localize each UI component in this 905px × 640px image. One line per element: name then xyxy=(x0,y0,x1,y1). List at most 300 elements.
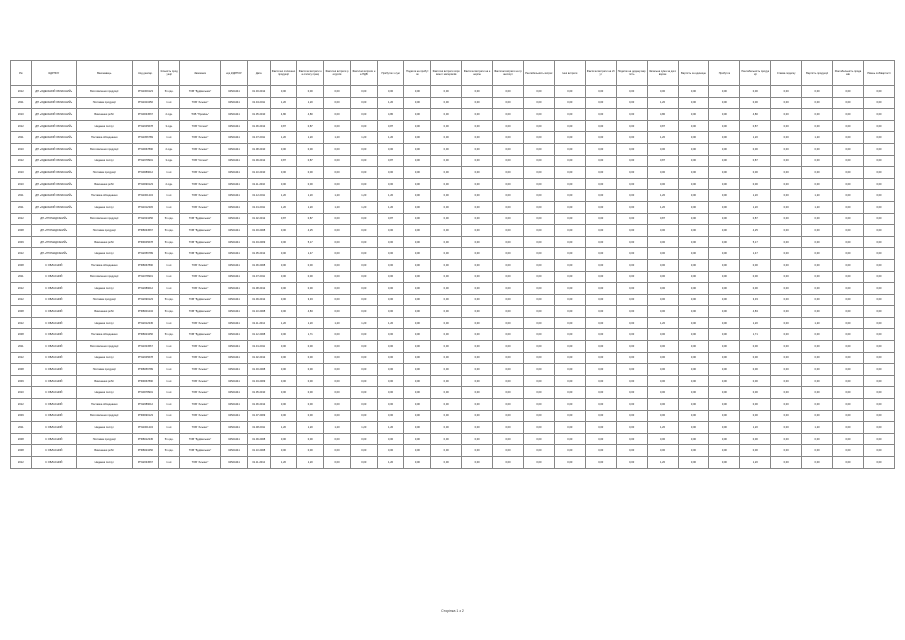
table-cell: РП10090123 xyxy=(132,178,159,190)
table-cell: ТОВ "Альянс" xyxy=(179,399,220,411)
table-cell: 0,00 xyxy=(297,352,324,364)
table-cell: ДП «ОДЕСЬКИЙ ОБЛАСНИЙ» xyxy=(31,143,76,155)
table-cell: 0,00 xyxy=(833,375,864,387)
table-row xyxy=(11,97,895,109)
table-cell: 0,00 xyxy=(377,248,404,260)
table-cell: 0,00 xyxy=(431,143,462,155)
table-cell: 0,00 xyxy=(740,283,771,295)
table-cell: 0,00 xyxy=(771,375,802,387)
table-cell: ТОВ "Альянс" xyxy=(179,97,220,109)
table-cell: 01.07.2009 xyxy=(247,410,270,422)
table-cell: 0,00 xyxy=(709,410,740,422)
table-cell: 0,00 xyxy=(554,422,585,434)
table-cell: 0,00 xyxy=(462,259,493,271)
table-cell: 0,00 xyxy=(616,167,647,179)
table-cell: 0,00 xyxy=(863,132,894,144)
table-cell: 0,00 xyxy=(616,213,647,225)
table-cell: 0,00 xyxy=(404,410,431,422)
table-cell: 0,00 xyxy=(863,225,894,237)
column-header: Рентабельність продажів xyxy=(833,61,864,86)
table-cell: 51 одн. xyxy=(159,213,180,225)
table-cell: 0,00 xyxy=(554,364,585,376)
table-cell: 0,00 xyxy=(740,178,771,190)
table-cell: 0,00 xyxy=(324,97,351,109)
table-cell: РП11009123 xyxy=(132,86,159,98)
table-cell: 04524441 xyxy=(221,399,248,411)
table-cell: 0,00 xyxy=(554,155,585,167)
table-cell: 0,00 xyxy=(431,155,462,167)
table-cell: 0,00 xyxy=(523,97,554,109)
column-header: Податок на додану вартість xyxy=(616,61,647,86)
table-cell: 0,00 xyxy=(678,248,709,260)
table-cell: Виконання робіт xyxy=(76,306,132,318)
table-cell: 0,00 xyxy=(585,341,616,353)
table-cell: 0,00 xyxy=(431,86,462,98)
table-cell: 2009 xyxy=(11,375,32,387)
table-cell: 0,00 xyxy=(493,375,524,387)
table-cell: 0,00 xyxy=(523,341,554,353)
table-cell: 0,00 xyxy=(833,433,864,445)
table-cell: 51 одн. xyxy=(159,225,180,237)
table-cell: 5,17 xyxy=(740,236,771,248)
table-cell: 0,00 xyxy=(493,352,524,364)
table-cell: 0,00 xyxy=(270,364,297,376)
table-cell: 0,00 xyxy=(404,364,431,376)
table-cell: ТОВ "Будівельник" xyxy=(179,236,220,248)
table-cell: 0,00 xyxy=(771,86,802,98)
table-cell: 1,20 xyxy=(647,97,678,109)
table-cell: 1,20 xyxy=(270,201,297,213)
table-cell: 2011 xyxy=(11,422,32,434)
table-cell: 0,00 xyxy=(678,387,709,399)
table-cell: 1,20 xyxy=(350,317,377,329)
table-cell: 0,00 xyxy=(462,213,493,225)
table-cell: 0,00 xyxy=(709,306,740,318)
table-cell: 0,00 xyxy=(462,445,493,457)
table-cell: 0,00 xyxy=(709,178,740,190)
table-cell: Виконання робіт xyxy=(76,445,132,457)
table-cell: 01.10.2008 xyxy=(247,445,270,457)
table-cell: 1,20 xyxy=(270,317,297,329)
table-cell: 0,00 xyxy=(493,97,524,109)
table-cell: 0,00 xyxy=(270,167,297,179)
table-cell: 0,00 xyxy=(523,213,554,225)
table-cell: 0,00 xyxy=(324,178,351,190)
table-cell: 0,00 xyxy=(833,155,864,167)
table-cell: ДП «ОДЕСЬКИЙ ОБЛАСНИЙ» xyxy=(31,97,76,109)
header-row xyxy=(11,61,895,86)
column-header: Прибуток з сум xyxy=(377,61,404,86)
table-cell: 0,00 xyxy=(585,433,616,445)
table-cell: 0,00 xyxy=(709,201,740,213)
table-cell: 0,00 xyxy=(771,236,802,248)
table-cell: 0,00 xyxy=(523,329,554,341)
table-cell: 0,00 xyxy=(554,306,585,318)
table-cell: ДП «ГРОМАДСЬКИЙ» xyxy=(31,236,76,248)
table-cell: 0,00 xyxy=(709,387,740,399)
table-cell: 0,00 xyxy=(740,167,771,179)
table-cell: 0,00 xyxy=(324,155,351,167)
table-cell: 0,00 xyxy=(350,109,377,121)
table-cell: 0,00 xyxy=(404,433,431,445)
table-cell: 0,00 xyxy=(585,97,616,109)
table-cell: 0,00 xyxy=(350,341,377,353)
table-cell: 0,00 xyxy=(771,422,802,434)
table-cell: 04524441 xyxy=(221,132,248,144)
table-cell: 0,00 xyxy=(554,236,585,248)
table-cell: 0,00 xyxy=(616,457,647,469)
table-cell: 1,47 xyxy=(740,248,771,260)
page-footer: Сторінка 1 з 2 xyxy=(441,609,464,613)
table-cell: РП10078901 xyxy=(132,387,159,399)
table-cell: 0,00 xyxy=(616,201,647,213)
table-cell: 1,20 xyxy=(647,457,678,469)
table-cell: 0,00 xyxy=(585,387,616,399)
table-cell: 2012 xyxy=(11,155,32,167)
column-header: Рівень собівартості xyxy=(863,61,894,86)
table-cell: РП12045678 xyxy=(132,352,159,364)
table-cell: Поставка обладнання xyxy=(76,190,132,202)
table-cell: 0,00 xyxy=(616,317,647,329)
table-cell: 0,00 xyxy=(771,225,802,237)
table-cell: 0,00 xyxy=(404,225,431,237)
table-cell: 04524441 xyxy=(221,201,248,213)
table-cell: 0,00 xyxy=(647,167,678,179)
table-cell: 0,00 xyxy=(802,329,833,341)
table-cell: 01.06.2012 xyxy=(247,399,270,411)
table-cell: 1,20 xyxy=(802,422,833,434)
table-cell: 2012 xyxy=(11,399,32,411)
table-cell: РП09045678 xyxy=(132,236,159,248)
table-cell: 0,00 xyxy=(863,375,894,387)
table-cell: 0,00 xyxy=(493,387,524,399)
table-cell: 0,00 xyxy=(350,399,377,411)
table-cell: 2012 xyxy=(11,317,32,329)
table-cell: Поставка продукції xyxy=(76,97,132,109)
table-cell: 0,00 xyxy=(377,167,404,179)
table-cell: 1,20 xyxy=(350,201,377,213)
table-cell: 0,00 xyxy=(771,271,802,283)
table-cell: 0,00 xyxy=(863,445,894,457)
table-cell: 0,00 xyxy=(771,306,802,318)
table-cell: 0,00 xyxy=(431,225,462,237)
table-cell: 0,00 xyxy=(462,120,493,132)
table-cell: 01.08.2010 xyxy=(247,143,270,155)
table-cell: 1,20 xyxy=(740,422,771,434)
table-cell: Поставка продукції xyxy=(76,294,132,306)
table-cell: ТОВ "Альянс" xyxy=(179,317,220,329)
table-cell: 0,00 xyxy=(270,283,297,295)
table-row xyxy=(11,225,895,237)
table-cell: 51 одн. xyxy=(159,445,180,457)
table-row xyxy=(11,457,895,469)
table-cell: 0,00 xyxy=(709,294,740,306)
table-cell: 0,00 xyxy=(616,445,647,457)
table-cell: 0,00 xyxy=(431,167,462,179)
table-cell: 01.08.2011 xyxy=(247,422,270,434)
table-cell: 1 шт. xyxy=(159,364,180,376)
table-cell: 0,00 xyxy=(377,410,404,422)
table-cell: 0,00 xyxy=(833,97,864,109)
table-cell: 4,80 xyxy=(297,109,324,121)
table-cell: 04524441 xyxy=(221,283,248,295)
table-cell: 0,00 xyxy=(616,364,647,376)
table-cell: 0,00 xyxy=(709,97,740,109)
table-cell: 0,00 xyxy=(350,225,377,237)
table-cell: 3,33 xyxy=(740,294,771,306)
table-cell: 04524441 xyxy=(221,236,248,248)
table-cell: 0,00 xyxy=(462,225,493,237)
table-row xyxy=(11,364,895,376)
table-cell: 0,00 xyxy=(324,213,351,225)
table-cell: 0,00 xyxy=(493,86,524,98)
table-cell: Надання послуг xyxy=(76,201,132,213)
table-cell: 1 шт. xyxy=(159,167,180,179)
table-cell: 04524441 xyxy=(221,410,248,422)
table-cell: 04524441 xyxy=(221,387,248,399)
table-cell: 0,00 xyxy=(431,329,462,341)
table-cell: 0,00 xyxy=(833,143,864,155)
table-cell: 0,00 xyxy=(377,225,404,237)
table-cell: 0,00 xyxy=(863,283,894,295)
table-cell: 2011 xyxy=(11,201,32,213)
table-cell: 0,00 xyxy=(350,352,377,364)
table-cell: 0,00 xyxy=(493,248,524,260)
table-cell: 2009 xyxy=(11,236,32,248)
table-cell: 0,00 xyxy=(493,329,524,341)
table-cell: 0,00 xyxy=(709,213,740,225)
table-cell: 0,00 xyxy=(493,271,524,283)
table-cell: 0,00 xyxy=(833,445,864,457)
table-cell: 04524441 xyxy=(221,109,248,121)
table-cell: 0,00 xyxy=(678,143,709,155)
table-cell: 1,20 xyxy=(324,190,351,202)
table-cell: 0,00 xyxy=(297,259,324,271)
table-cell: 0,00 xyxy=(678,97,709,109)
table-cell: 0,00 xyxy=(833,364,864,376)
table-cell: 3 одн. xyxy=(159,155,180,167)
table-cell: 0,00 xyxy=(585,364,616,376)
table-cell: 0,00 xyxy=(709,445,740,457)
table-cell: 0,00 xyxy=(404,190,431,202)
table-cell: 0,00 xyxy=(554,387,585,399)
table-cell: 04524441 xyxy=(221,306,248,318)
table-cell: 0,00 xyxy=(493,457,524,469)
table-cell: 0,00 xyxy=(833,317,864,329)
table-cell: 0,00 xyxy=(431,236,462,248)
table-cell: 0,00 xyxy=(554,341,585,353)
table-cell: 0,00 xyxy=(802,445,833,457)
table-cell: 0,00 xyxy=(709,433,740,445)
table-cell: 0,00 xyxy=(350,375,377,387)
table-cell: 0,00 xyxy=(863,364,894,376)
table-cell: 0,00 xyxy=(709,190,740,202)
table-cell: 1,20 xyxy=(377,97,404,109)
table-row xyxy=(11,213,895,225)
table-cell: 0,00 xyxy=(585,178,616,190)
table-cell: 0,00 xyxy=(678,422,709,434)
table-cell: 0,00 xyxy=(324,375,351,387)
table-cell: 01.10.2010 xyxy=(247,167,270,179)
table-cell: 0,00 xyxy=(863,109,894,121)
table-cell: 1,20 xyxy=(270,97,297,109)
table-cell: 0,00 xyxy=(771,132,802,144)
table-cell: ТОВ "Будівельник" xyxy=(179,433,220,445)
table-cell: 0,00 xyxy=(863,433,894,445)
table-cell: 0,00 xyxy=(324,167,351,179)
table-cell: РП12056789 xyxy=(132,248,159,260)
table-row xyxy=(11,387,895,399)
table-row xyxy=(11,271,895,283)
table-cell: 0,00 xyxy=(678,283,709,295)
table-cell: 0,00 xyxy=(585,259,616,271)
table-cell: 1,20 xyxy=(324,317,351,329)
table-cell: 0,00 xyxy=(678,399,709,411)
table-cell: 0,00 xyxy=(709,341,740,353)
table-cell: 0,00 xyxy=(740,352,771,364)
table-cell: 0,00 xyxy=(802,213,833,225)
table-cell: 0,00 xyxy=(523,143,554,155)
table-cell: 1,20 xyxy=(297,201,324,213)
table-cell: 0,00 xyxy=(270,225,297,237)
table-cell: 2 одн. xyxy=(159,178,180,190)
table-cell: 0,00 xyxy=(431,201,462,213)
table-cell: 0,00 xyxy=(462,410,493,422)
column-header: Кількість продукції xyxy=(159,61,180,86)
table-cell: 1,20 xyxy=(802,190,833,202)
table-row xyxy=(11,236,895,248)
table-cell: 1 шт. xyxy=(159,457,180,469)
table-cell: 0,00 xyxy=(493,445,524,457)
table-cell: 0,00 xyxy=(324,283,351,295)
table-cell: 2012 xyxy=(11,283,32,295)
table-row xyxy=(11,120,895,132)
table-cell: 0,00 xyxy=(554,410,585,422)
table-cell: 4,80 xyxy=(647,109,678,121)
table-cell: 0,00 xyxy=(324,306,351,318)
table-cell: 0,00 xyxy=(377,178,404,190)
table-cell: 0,00 xyxy=(833,225,864,237)
table-cell: 2008 xyxy=(11,306,32,318)
table-cell: 0,00 xyxy=(833,399,864,411)
table-cell: Надання послуг xyxy=(76,248,132,260)
table-cell: 04524441 xyxy=(221,364,248,376)
table-cell: 0,00 xyxy=(863,143,894,155)
table-cell: С ОБЛАСНИЙ xyxy=(31,271,76,283)
table-cell: 2008 xyxy=(11,329,32,341)
column-header: Фактичні витрати на збут xyxy=(585,61,616,86)
table-cell: 0,00 xyxy=(833,352,864,364)
table-cell: 0,00 xyxy=(585,422,616,434)
table-cell: Надання послуг xyxy=(76,457,132,469)
table-cell: 01.02.2012 xyxy=(247,352,270,364)
table-cell: 01.11.2010 xyxy=(247,178,270,190)
table-cell: 0,00 xyxy=(585,375,616,387)
table-cell: Поставка обладнання xyxy=(76,259,132,271)
table-cell: 0,00 xyxy=(771,167,802,179)
table-cell: 0,00 xyxy=(324,457,351,469)
table-cell: 0,00 xyxy=(833,178,864,190)
table-cell: 0,00 xyxy=(404,120,431,132)
table-cell: ТОВ "Альянс" xyxy=(179,387,220,399)
table-cell: 0,00 xyxy=(431,445,462,457)
table-cell: 0,00 xyxy=(616,97,647,109)
column-header: Фактичні витрати ресурсів xyxy=(324,61,351,86)
table-cell: 0,00 xyxy=(404,317,431,329)
table-cell: 0,00 xyxy=(324,109,351,121)
table-cell: 0,00 xyxy=(297,167,324,179)
table-cell: 0,00 xyxy=(802,387,833,399)
table-cell: 0,00 xyxy=(678,178,709,190)
table-cell: 0,00 xyxy=(802,294,833,306)
table-cell: РП08034567 xyxy=(132,225,159,237)
table-cell: 0,00 xyxy=(585,317,616,329)
table-cell: 0,00 xyxy=(554,167,585,179)
table-cell: 0,00 xyxy=(297,433,324,445)
table-cell: С ОБЛАСНИЙ xyxy=(31,399,76,411)
table-cell: 01.12.2008 xyxy=(247,329,270,341)
table-cell: 0,00 xyxy=(709,225,740,237)
table-cell: 0,00 xyxy=(647,178,678,190)
table-cell: 0,00 xyxy=(678,457,709,469)
table-cell: 0,00 xyxy=(833,201,864,213)
table-cell: 0,00 xyxy=(377,433,404,445)
table-cell: 1,20 xyxy=(647,317,678,329)
table-cell: 0,00 xyxy=(350,143,377,155)
table-cell: 0,00 xyxy=(833,387,864,399)
table-cell: 0,00 xyxy=(678,259,709,271)
table-row xyxy=(11,375,895,387)
table-cell: 0,00 xyxy=(585,143,616,155)
table-row xyxy=(11,167,895,179)
table-cell: 0,00 xyxy=(585,445,616,457)
table-cell: 0,00 xyxy=(771,213,802,225)
table-cell: 2011 xyxy=(11,132,32,144)
table-cell: 0,00 xyxy=(554,445,585,457)
table-cell: 1,20 xyxy=(647,190,678,202)
table-cell: 1,20 xyxy=(350,132,377,144)
table-cell: 01.07.2011 xyxy=(247,132,270,144)
table-cell: 0,00 xyxy=(324,294,351,306)
table-cell: РП09067890 xyxy=(132,375,159,387)
table-cell: 0,00 xyxy=(863,213,894,225)
table-cell: 0,00 xyxy=(377,329,404,341)
table-cell: 0,00 xyxy=(585,236,616,248)
table-cell: 1,20 xyxy=(297,422,324,434)
table-cell: 0,00 xyxy=(523,422,554,434)
table-cell: 01.10.2008 xyxy=(247,306,270,318)
table-cell: 0,00 xyxy=(377,86,404,98)
table-cell: 1,71 xyxy=(297,329,324,341)
table-cell: 0,00 xyxy=(324,86,351,98)
table-cell: 0,00 xyxy=(863,178,894,190)
table-cell: 0,00 xyxy=(350,306,377,318)
table-cell: 0,00 xyxy=(431,132,462,144)
table-cell: 0,00 xyxy=(493,422,524,434)
table-cell: 04524441 xyxy=(221,433,248,445)
table-cell: 0,87 xyxy=(647,120,678,132)
table-row xyxy=(11,445,895,457)
table-cell: 0,00 xyxy=(678,271,709,283)
table-cell: РП12090123 xyxy=(132,294,159,306)
table-cell: 0,00 xyxy=(554,248,585,260)
table-cell: 0,00 xyxy=(350,364,377,376)
column-header: Фактичні витрати на оплату праці xyxy=(297,61,324,86)
table-cell: 0,00 xyxy=(431,399,462,411)
table-cell: ТОВ "Альянс" xyxy=(179,422,220,434)
table-cell: 04524441 xyxy=(221,190,248,202)
table-row xyxy=(11,143,895,155)
